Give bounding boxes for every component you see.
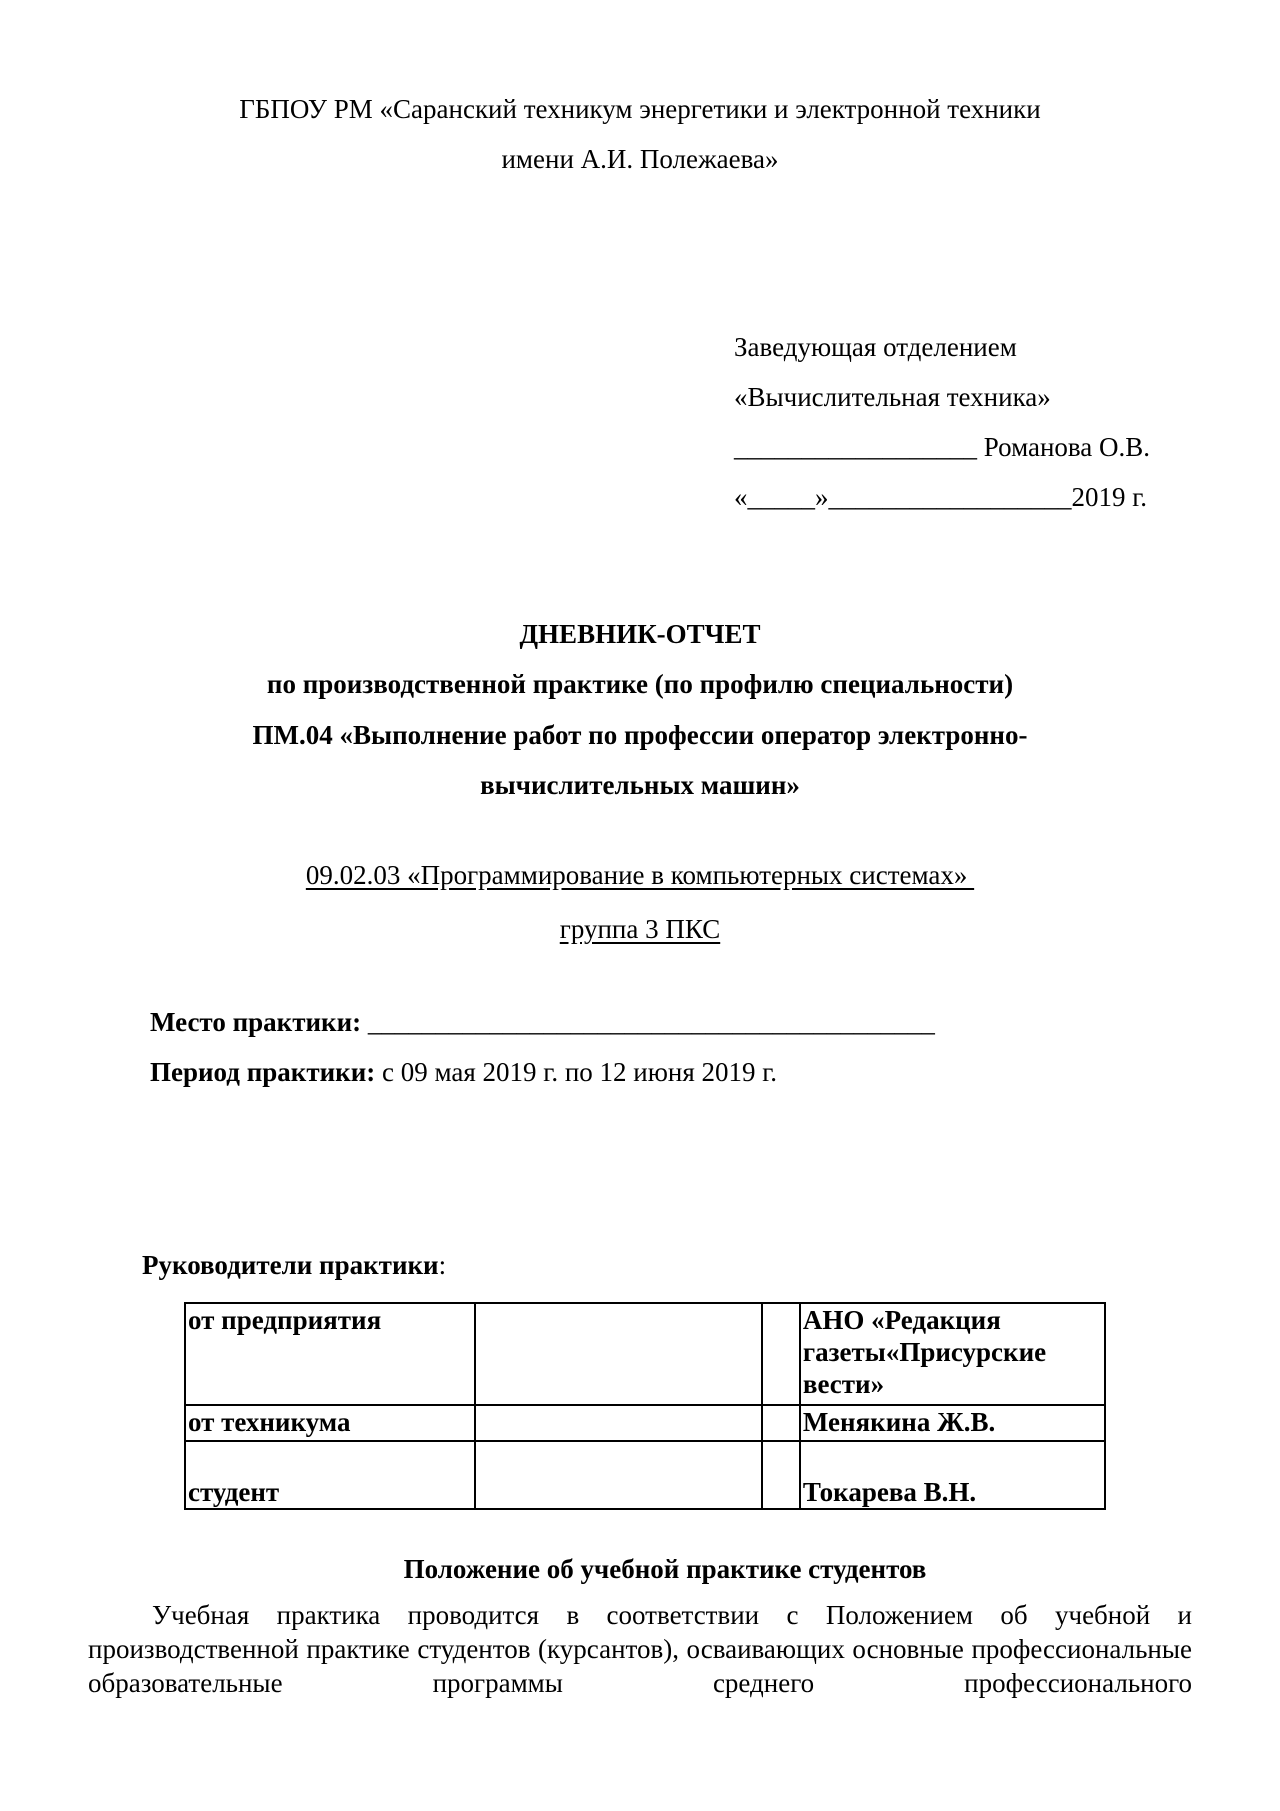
name-cell: Менякина Ж.В. [800, 1405, 1105, 1441]
document-title: ДНЕВНИК-ОТЧЕТ [519, 619, 761, 649]
table-row [185, 1303, 1105, 1405]
org-name-line1: ГБПОУ РМ «Саранский техникум энергетики и электронной техники [239, 94, 1041, 124]
specialty-line [0, 858, 1280, 892]
table-row [185, 1405, 1105, 1441]
practice-place-label: Место практики: [150, 1007, 362, 1037]
table-row [185, 1441, 1105, 1509]
empty-cell [475, 1303, 762, 1405]
approval-department: «Вычислительная техника» [734, 382, 1051, 412]
module-title-line2: вычислительных машин» [480, 770, 800, 800]
leaders-table [184, 1302, 1106, 1510]
empty-cell [762, 1303, 799, 1405]
empty-cell [762, 1405, 799, 1441]
regulation-paragraph [88, 1598, 1192, 1700]
role-cell: от предприятия [185, 1303, 475, 1405]
practice-place [150, 1005, 935, 1039]
practice-period [150, 1055, 777, 1089]
name-cell: АНО «Редакция газеты«Присурские вести» [800, 1303, 1105, 1405]
group-text: группа 3 ПКС [559, 914, 721, 944]
leaders-heading [142, 1248, 446, 1282]
practice-period-value: с 09 мая 2019 г. по 12 июня 2019 г. [375, 1057, 778, 1087]
approval-signature: __________________ Романова О.В. [734, 432, 1151, 462]
approval-position: Заведующая отделением [734, 332, 1017, 362]
role-cell: от техникума [185, 1405, 475, 1441]
practice-period-label: Период практики: [150, 1057, 376, 1087]
document-subtitle: по производственной практике (по профилю специальности) [266, 669, 1014, 699]
name-cell: Токарева В.Н. [800, 1441, 1105, 1509]
module-title-line1: ПМ.04 «Выполнение работ по профессии оператор электронно- [252, 720, 1028, 750]
role-cell: студент [185, 1441, 475, 1509]
group-line [0, 912, 1280, 946]
practice-place-value: __________________________________________ [361, 1007, 935, 1037]
regulation-text: Учебная практика проводится в соответствии с Положением об учебной и производственной практике студентов (курсантов), осваивающих основные профессиональные образовательные программы среднего профессионального [88, 1600, 1192, 1698]
org-name-line2: имени А.И. Полежаева» [501, 144, 779, 174]
empty-cell [475, 1441, 762, 1509]
empty-cell [762, 1441, 799, 1509]
leaders-heading-text: Руководители практики [142, 1250, 439, 1280]
leaders-heading-colon: : [438, 1250, 447, 1280]
approval-date: «_____»__________________2019 г. [734, 482, 1148, 512]
empty-cell [475, 1405, 762, 1441]
specialty-text: 09.02.03 «Программирование в компьютерных системах» [305, 860, 975, 890]
regulation-heading: Положение об учебной практике студентов [403, 1554, 927, 1584]
